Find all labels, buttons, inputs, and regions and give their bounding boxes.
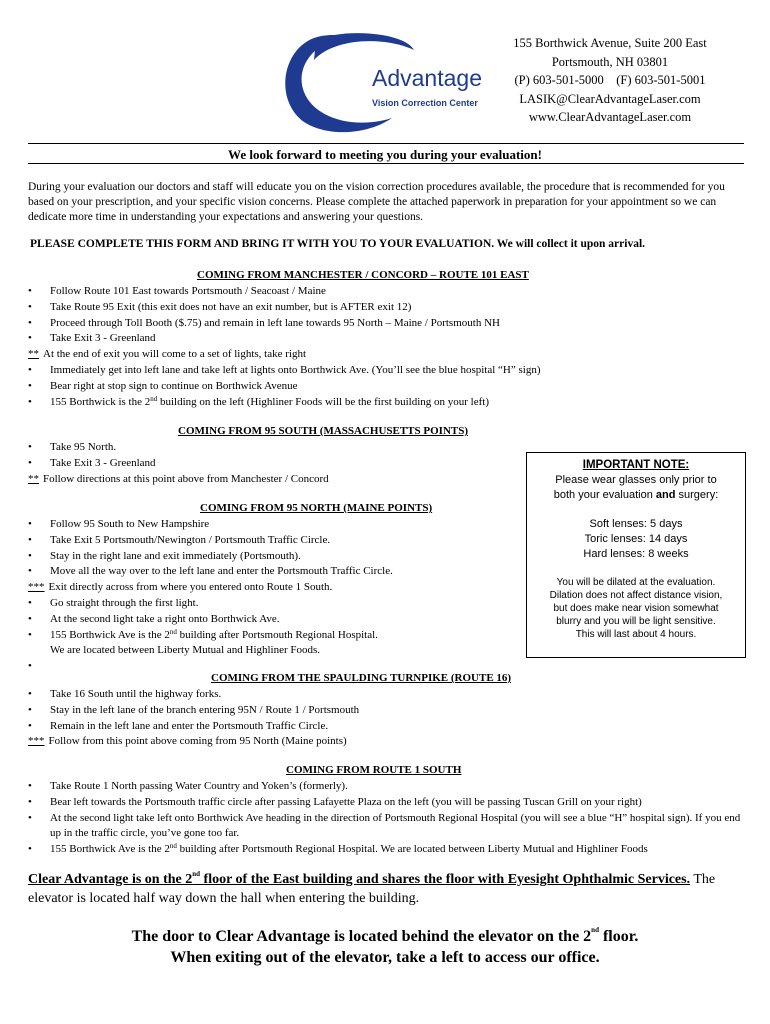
section-heading-spaulding: COMING FROM THE SPAULDING TURNPIKE (ROUTE 16) bbox=[211, 672, 512, 684]
logo-word-advantage: Advantage bbox=[372, 65, 482, 91]
list-item: • Take Exit 5 Portsmouth/Newington / Portsmouth Traffic Circle. bbox=[28, 533, 331, 546]
directions-list-95-north bbox=[28, 517, 393, 675]
list-item: ** Follow directions at this point above from Manchester / Concord bbox=[28, 472, 329, 485]
note-lens-times bbox=[527, 517, 745, 562]
address-email[interactable]: LASIK@ClearAdvantageLaser.com bbox=[519, 91, 701, 106]
intro-heading: We look forward to meeting you during your evaluation! bbox=[228, 147, 542, 162]
list-item: • Follow 95 South to New Hampshire bbox=[28, 518, 210, 530]
important-note-box bbox=[526, 452, 746, 658]
directions-list-95-south bbox=[28, 440, 329, 487]
list-item: • Bear right at stop sign to continue on Borthwick Avenue bbox=[28, 379, 298, 392]
divider-bottom bbox=[28, 163, 744, 164]
list-item: • Stay in the left lane of the branch entering 95N / Route 1 / Portsmouth bbox=[28, 703, 360, 716]
list-item: • Take 16 South until the highway forks. bbox=[28, 688, 222, 700]
section-heading-95-north: COMING FROM 95 NORTH (MAINE POINTS) bbox=[200, 502, 433, 514]
logo-word-clear: Clear bbox=[316, 65, 371, 91]
list-item: • Take Exit 3 - Greenland bbox=[28, 456, 156, 469]
note-dilation-text: You will be dilated at the evaluation. Dilation does not affect distance vision, but does make near vision somewhat blurry and you will be light sensitive. This will last about 4 hours. bbox=[549, 577, 723, 640]
directions-list-manchester bbox=[28, 284, 541, 410]
contact-address bbox=[470, 34, 750, 127]
directions-list-spaulding bbox=[28, 687, 359, 750]
address-street: 155 Borthwick Avenue, Suite 200 East bbox=[513, 36, 707, 50]
list-item: • Immediately get into left lane and take left at lights onto Borthwick Ave. (You’ll see the blue hospital “H” sign) bbox=[28, 363, 541, 376]
clear-advantage-logo bbox=[274, 30, 484, 140]
soft-lenses: Soft lenses: 5 days bbox=[589, 518, 683, 530]
note-glasses-text: Please wear glasses only prior to both your evaluation and surgery: bbox=[553, 474, 719, 501]
address-city: Portsmouth, NH 03801 bbox=[551, 54, 669, 69]
address-phone-fax: (P) 603-501-5000 (F) 603-501-5001 bbox=[514, 73, 706, 87]
section-heading-95-south: COMING FROM 95 SOUTH (MASSACHUSETTS POINTS) bbox=[178, 425, 469, 437]
hard-lenses: Hard lenses: 8 weeks bbox=[583, 548, 689, 560]
door-location-note: The door to Clear Advantage is located behind the elevator on the 2nd floor. When exiting out of the elevator, take a left to access our office. bbox=[131, 926, 639, 966]
list-item: • Take 95 North. bbox=[28, 441, 117, 453]
list-item-empty: • bbox=[28, 660, 32, 673]
list-item: • 155 Borthwick Ave is the 2nd building after Portsmouth Regional Hospital. We are located between Liberty Mutual and Highliner Foods bbox=[28, 842, 648, 856]
toric-lenses: Toric lenses: 14 days bbox=[584, 533, 688, 545]
list-item: • At the second light take a right onto Borthwick Ave. bbox=[28, 612, 280, 625]
list-item: • Remain in the left lane and enter the Portsmouth Traffic Circle. bbox=[28, 719, 329, 732]
list-item: • Follow Route 101 East towards Portsmouth / Seacoast / Maine bbox=[28, 285, 326, 297]
section-heading-route1: COMING FROM ROUTE 1 SOUTH bbox=[286, 764, 462, 776]
list-item: *** Follow from this point above coming from 95 North (Maine points) bbox=[28, 735, 347, 748]
logo-swoosh-icon bbox=[274, 30, 484, 140]
directions-list-route1 bbox=[28, 779, 744, 858]
logo-tagline: Vision Correction Center bbox=[372, 98, 478, 108]
list-item: • Take Exit 3 - Greenland bbox=[28, 332, 156, 345]
note-title: IMPORTANT NOTE: bbox=[582, 459, 690, 471]
list-item: • Proceed through Toll Booth ($.75) and remain in left lane towards 95 North – Maine / Portsmouth NH bbox=[28, 316, 500, 329]
list-item: • 155 Borthwick Ave is the 2nd building after Portsmouth Regional Hospital. bbox=[28, 627, 378, 641]
list-item: • At the second light take left onto Borthwick Ave heading in the direction of Portsmouth Regional Hospital (you will see a blue “H” hospital sign). If you end up in the traffic circle, you’ve gone too far. bbox=[28, 811, 741, 840]
divider-top bbox=[28, 143, 744, 144]
list-item: • Take Route 1 North passing Water Country and Yoken’s (formerly). bbox=[28, 780, 348, 792]
please-complete-notice: PLEASE COMPLETE THIS FORM AND BRING IT WITH YOU TO YOUR EVALUATION. We will collect it upon arrival. bbox=[30, 238, 646, 250]
list-item: ** At the end of exit you will come to a set of lights, take right bbox=[28, 348, 307, 361]
list-item-continuation: We are located between Liberty Mutual and Highliner Foods. bbox=[50, 644, 321, 657]
address-website[interactable]: www.ClearAdvantageLaser.com bbox=[528, 110, 692, 124]
list-item: • Stay in the right lane and exit immediately (Portsmouth). bbox=[28, 549, 301, 562]
list-item: • 155 Borthwick is the 2nd building on the left (Highliner Foods will be the first building on your left) bbox=[28, 394, 490, 408]
list-item: *** Exit directly across from where you entered onto Route 1 South. bbox=[28, 581, 333, 594]
list-item: • Take Route 95 Exit (this exit does not have an exit number, but is AFTER exit 12) bbox=[28, 300, 412, 313]
floor-location-note: Clear Advantage is on the 2nd floor of the East building and shares the floor with Eyesight Ophthalmic Services. The elevator is located half way down the hall when entering the building. bbox=[28, 870, 716, 906]
section-heading-manchester: COMING FROM MANCHESTER / CONCORD – ROUTE 101 EAST bbox=[197, 269, 529, 281]
intro-paragraph: During your evaluation our doctors and staff will educate you on the vision correction procedures available, the procedure that is recommended for you based on your prescription, and your specific vision concerns. Please complete the attached paperwork in preparation for your appointment so we can dedicate more time in understanding your expectations and answering your questions. bbox=[28, 181, 725, 223]
list-item: • Bear left towards the Portsmouth traffic circle after passing Lafayette Plaza on the left (you will be passing Tuscan Grill on your right) bbox=[28, 795, 642, 808]
list-item: • Go straight through the first light. bbox=[28, 596, 199, 609]
list-item: • Move all the way over to the left lane and enter the Portsmouth Traffic Circle. bbox=[28, 565, 393, 578]
